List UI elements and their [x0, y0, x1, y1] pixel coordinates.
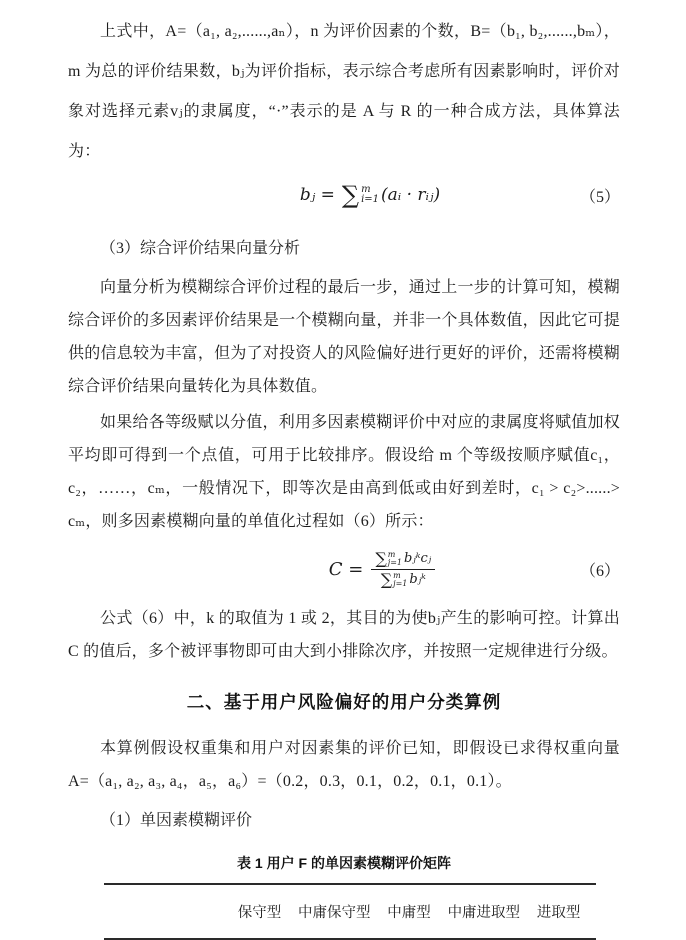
section-1-title: （1）单因素模糊评价: [100, 812, 253, 829]
fraction-denominator: [381, 570, 426, 588]
sum-upper-limit: m: [393, 570, 401, 580]
table-header-row: [104, 885, 596, 938]
col-header-moderate-conservative: 中庸保守型: [298, 905, 371, 921]
sum-lower-limit: j=1: [393, 578, 408, 588]
fraction-numerator: [371, 548, 435, 570]
denominator-terms: bⱼᵏ: [409, 572, 426, 587]
table-1-caption: 表 1 用户 F 的单因素模糊评价矩阵: [237, 855, 451, 871]
summation-limits: [388, 551, 402, 567]
denominator-summation-symbol: [380, 569, 408, 589]
col-header-moderate: 中庸型: [387, 905, 431, 921]
formula-5-lhs: bⱼ =: [299, 185, 335, 205]
sum-upper-limit: m: [361, 184, 371, 195]
sigma-glyph: ∑: [375, 548, 387, 568]
table-1: [68, 849, 620, 940]
paragraph-notation-explanation: 上式中，A=（a₁, a₂,......,aₙ），n 为评价因素的个数，B=（b₁, b₂,......,bₘ），m 为总的评价结果数，bⱼ为评价指标，表示综合考虑所有因素影响时，评价对象对选择元素vⱼ的隶属度，“·”表示的是 A 与 R 的一种合成方法，具体算法为：: [68, 23, 620, 160]
fraction: [371, 548, 435, 589]
paragraph-grade-assignment: 如果给各等级赋以分值，利用多因素模糊评价中对应的隶属度将赋值加权平均即可得到一个点值，可用于比较排序。假设给 m 个等级按顺序赋值c₁，c₂，……，cₘ，一般情况下，即等次是由高到低或由好到差时，c₁ > c₂>......> cₘ，则多因素模糊向量的单值化过程如（6）所示：: [68, 414, 620, 530]
summation-limits: [361, 185, 379, 205]
section-2-heading: 二、基于用户风险偏好的用户分类算例: [186, 692, 502, 712]
summation-limits: [393, 572, 407, 588]
formula-6-expression: [328, 548, 436, 589]
table-1-grid: [104, 883, 596, 940]
sigma-glyph: ∑: [341, 181, 360, 209]
section-3-title: （3）综合评价结果向量分析: [100, 240, 301, 257]
paragraph-vector-analysis: 向量分析为模糊综合评价过程的最后一步，通过上一步的计算可知，模糊综合评价的多因素评价结果是一个模糊向量，并非一个具体数值，因此它可提供的信息较为丰富，但为了对投资人的风险偏好进行更好的评价，还需将模糊综合评价结果向量转化为具体数值。: [68, 279, 620, 395]
col-header-moderate-aggressive: 中庸进取型: [447, 905, 521, 921]
formula-5: [68, 172, 620, 218]
formula-6-lhs: C =: [328, 558, 364, 580]
paragraph-k-explanation: 公式（6）中，k 的取值为 1 或 2，其目的为使bⱼ产生的影响可控。计算出 C 的值后，多个被评事物即可由大到小排除次序，并按照一定规律进行分级。: [68, 610, 620, 660]
formula-5-expression: [300, 183, 440, 207]
sum-lower-limit: j=1: [387, 557, 403, 567]
numerator-terms: bⱼᵏcⱼ: [404, 551, 432, 566]
col-header-conservative: 保守型: [237, 905, 282, 921]
sum-upper-limit: m: [387, 549, 396, 559]
summation-symbol: [342, 183, 379, 207]
equation-6-number: （6）: [579, 562, 620, 580]
equation-5-number: （5）: [579, 188, 620, 206]
paragraph-example-setup: 本算例假设权重集和用户对因素集的评价已知，即假设已求得权重向量 A=（a₁, a₂, a₃, a₄，a₅，a₆）=（0.2，0.3，0.1，0.2，0.1，0.1）。: [68, 740, 620, 790]
sum-lower-limit: i=1: [361, 194, 380, 205]
sigma-glyph: ∑: [380, 569, 393, 589]
formula-5-rhs: (aᵢ · rᵢⱼ): [381, 185, 441, 205]
formula-6: [68, 538, 620, 600]
numerator-summation-symbol: [375, 548, 403, 568]
col-header-aggressive: 进取型: [536, 905, 581, 921]
